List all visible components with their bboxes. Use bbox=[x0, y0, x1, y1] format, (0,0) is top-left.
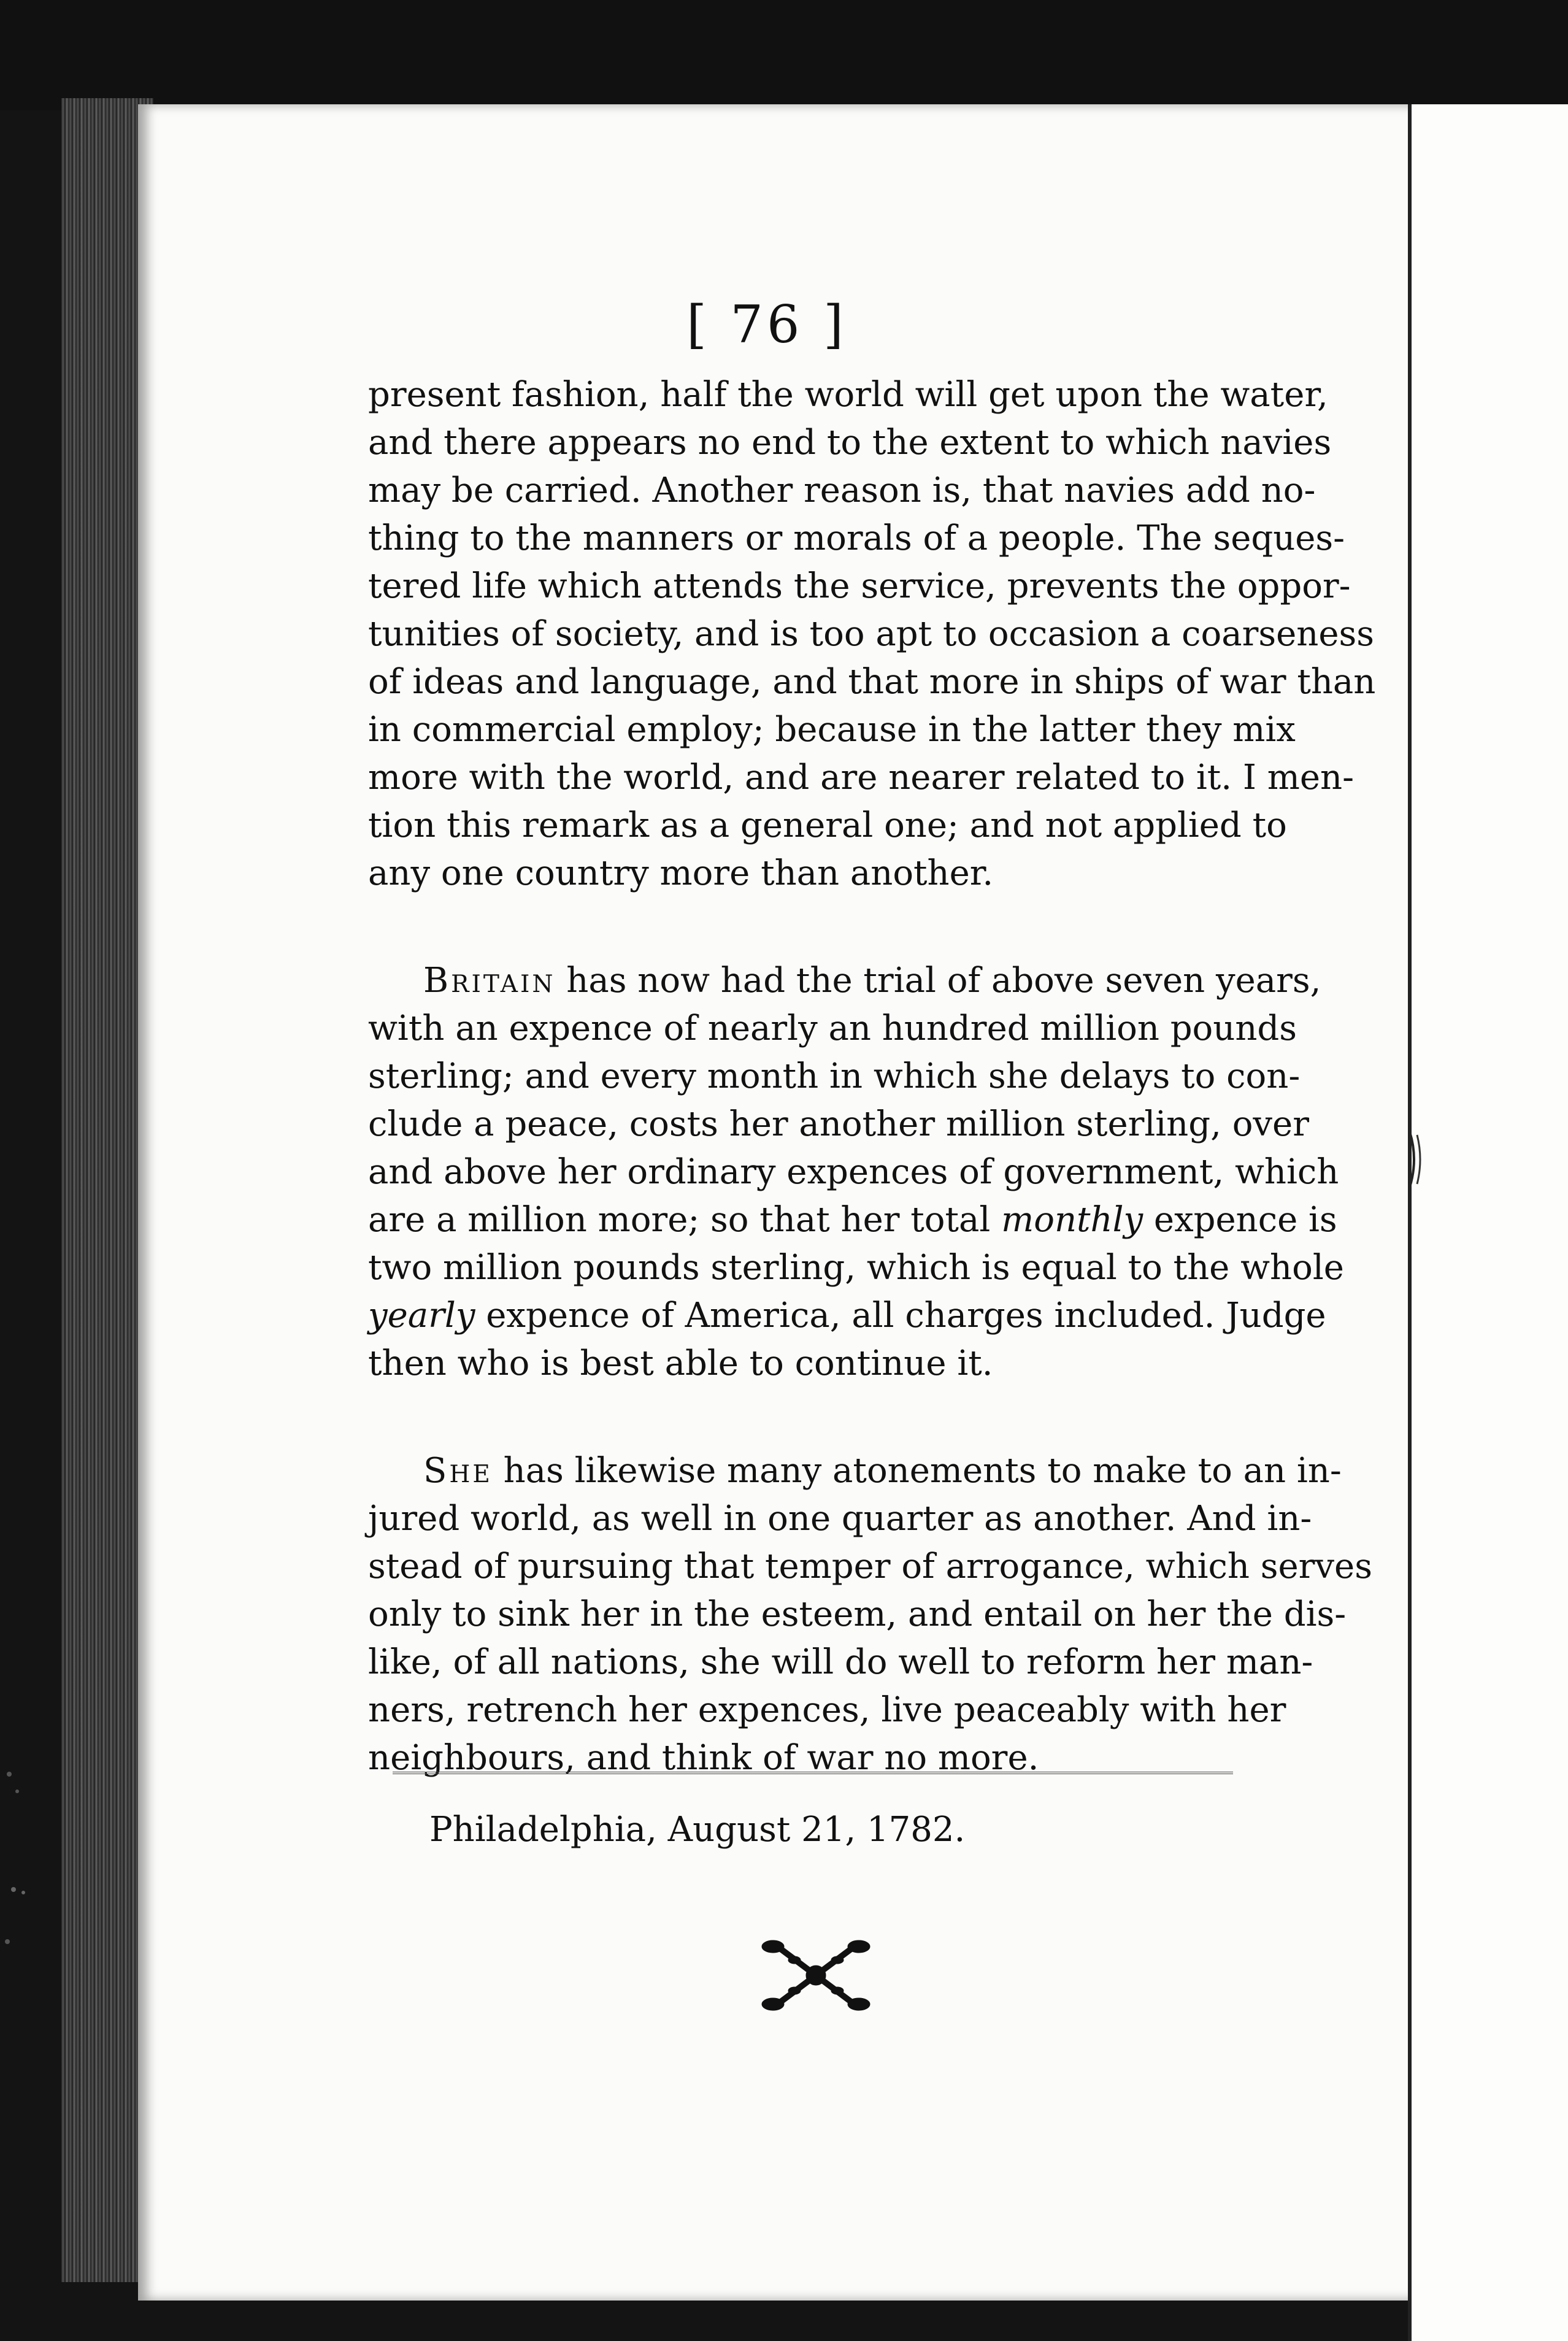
text-line bbox=[368, 371, 1328, 419]
line-text: may be carried. Another reason is, that navies add no- bbox=[368, 471, 1316, 510]
line-text: more with the world, and are nearer related to it. I men- bbox=[368, 758, 1354, 798]
dateline: Philadelphia, August 21, 1782. bbox=[429, 1810, 966, 1850]
lead-word: She bbox=[423, 1451, 493, 1491]
text-line bbox=[368, 467, 1316, 515]
gutter-marks bbox=[1405, 1129, 1429, 1190]
text-line bbox=[368, 1196, 1337, 1244]
fleuron-ornament-icon bbox=[755, 1935, 877, 2015]
line-text: with an expence of nearly an hundred million pounds bbox=[368, 1009, 1297, 1048]
text-line bbox=[368, 850, 1239, 898]
paragraph bbox=[368, 957, 1344, 1388]
line-text: of ideas and language, and that more in ships of war than bbox=[368, 662, 1376, 702]
text-line bbox=[368, 1244, 1344, 1292]
text-line bbox=[368, 1543, 1372, 1591]
margin-specks bbox=[0, 1767, 61, 1951]
text-line bbox=[368, 706, 1296, 754]
section-rule bbox=[393, 1772, 1233, 1774]
line-text: like, of all nations, she will do well to reform her man- bbox=[368, 1642, 1313, 1682]
line-text: in commercial employ; because in the latter they mix bbox=[368, 710, 1296, 750]
line-text: and there appears no end to the extent to which navies bbox=[368, 423, 1332, 463]
line-text: present fashion, half the world will get upon the water, bbox=[368, 375, 1328, 415]
text-line bbox=[368, 658, 1376, 706]
text-line bbox=[368, 1101, 1309, 1148]
lead-word: Britain bbox=[423, 961, 556, 1001]
page-number: [ 76 ] bbox=[686, 294, 847, 355]
italic-word: yearly bbox=[368, 1296, 475, 1336]
text-line bbox=[368, 1495, 1312, 1543]
line-text: any one country more than another. bbox=[368, 853, 994, 893]
text-line bbox=[368, 1447, 1342, 1495]
text-line bbox=[368, 1734, 1239, 1782]
line-text: two million pounds sterling, which is equal to the whole bbox=[368, 1248, 1344, 1288]
text-line bbox=[368, 802, 1287, 850]
text-line bbox=[368, 754, 1354, 802]
scanner-background bbox=[0, 0, 1568, 110]
text-line bbox=[368, 1148, 1339, 1196]
line-text: only to sink her in the esteem, and entail on her the dis- bbox=[368, 1594, 1347, 1634]
text-line bbox=[368, 1005, 1297, 1053]
text-line bbox=[368, 563, 1351, 610]
line-text: ners, retrench her expences, live peaceably with her bbox=[368, 1690, 1286, 1730]
line-text: tered life which attends the service, prevents the oppor- bbox=[368, 566, 1351, 606]
italic-word: monthly bbox=[1001, 1200, 1143, 1240]
line-text: clude a peace, costs her another million sterling, over bbox=[368, 1104, 1309, 1144]
line-text: are a million more; so that her total monthly expence is bbox=[368, 1200, 1337, 1240]
line-text: tunities of society, and is too apt to occasion a coarseness bbox=[368, 614, 1374, 654]
line-text: neighbours, and think of war no more. bbox=[368, 1738, 1039, 1778]
text-line bbox=[368, 419, 1332, 467]
line-text: sterling; and every month in which she delays to con- bbox=[368, 1056, 1301, 1096]
text-line bbox=[368, 1053, 1301, 1101]
body-text bbox=[368, 371, 1376, 1842]
text-line bbox=[368, 1591, 1347, 1639]
line-text: jured world, as well in one quarter as another. And in- bbox=[368, 1499, 1312, 1539]
paragraph bbox=[368, 1447, 1372, 1782]
line-text: and above her ordinary expences of government, which bbox=[368, 1152, 1339, 1192]
text-line bbox=[368, 610, 1374, 658]
text-line bbox=[368, 515, 1345, 563]
facing-page-edge bbox=[1408, 104, 1568, 2341]
text-line bbox=[368, 1292, 1326, 1340]
line-text: yearly expence of America, all charges included. Judge bbox=[368, 1296, 1326, 1336]
text-line bbox=[368, 1639, 1313, 1686]
text-line bbox=[368, 1686, 1286, 1734]
line-text: thing to the manners or morals of a people. The seques- bbox=[368, 518, 1345, 558]
line-text: has now had the trial of above seven years, bbox=[555, 961, 1321, 1001]
line-text: has likewise many atonements to make to an in- bbox=[492, 1451, 1342, 1491]
text-line bbox=[368, 957, 1321, 1005]
line-text: tion this remark as a general one; and not applied to bbox=[368, 805, 1287, 845]
line-text: then who is best able to continue it. bbox=[368, 1343, 993, 1383]
paragraph bbox=[368, 371, 1376, 898]
text-line bbox=[368, 1340, 1239, 1388]
line-text: stead of pursuing that temper of arrogance, which serves bbox=[368, 1547, 1372, 1586]
